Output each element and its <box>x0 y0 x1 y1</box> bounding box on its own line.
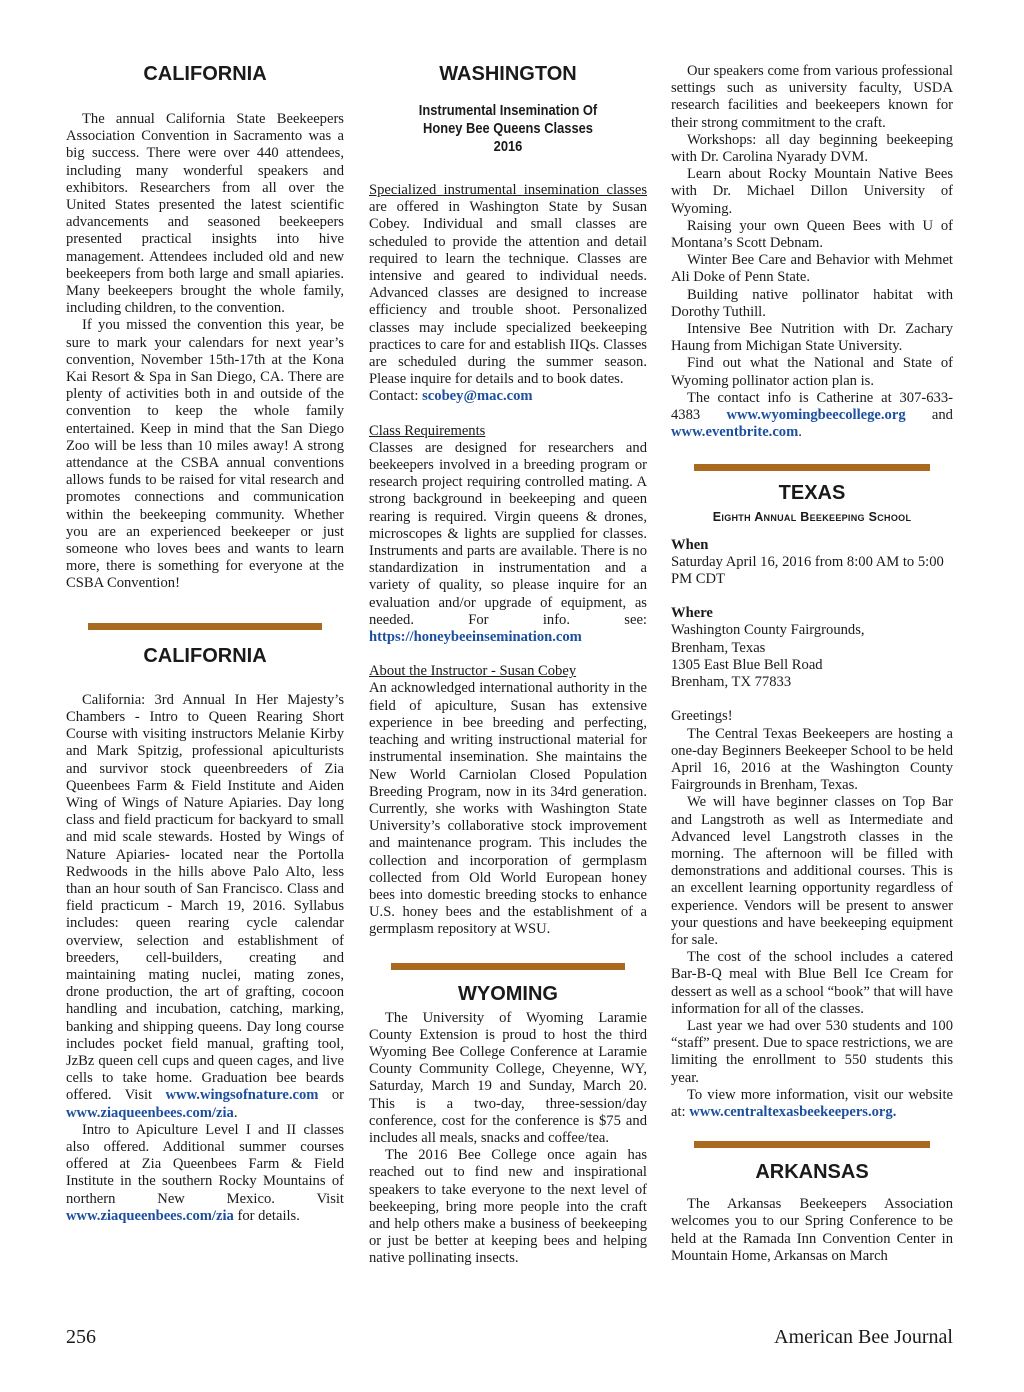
apiculture-classes-paragraph: Intro to Apiculture Level I and II classes also offered. Additional summer courses offered at Zia Queenbees Farm & Field Institute in the southern Rocky Mountains of northern New Mexico. Visit www.ziaqueenbees.com/zia for details. <box>66 1121 344 1224</box>
california-next-year-paragraph: If you missed the convention this year, be sure to mark your calendars for next year’s convention, November 15th-17th at the Kona Kai Resort & Spa in San Diego, CA. There are plenty of activities both in and outside of the convention to keep the whole family entertained. Keep in mind that the San Diego Zoo will be less than 10 miles away! A strong attendance at the CSBA annual conventions allows funds to be raised for vital research and promotes connections and communication within the beekeeping community. Whether you are an experienced beekeeper or just someone who loves bees and wants to learn more, there is something for everyone at the CSBA Convention! <box>66 317 344 592</box>
when-label: When <box>671 536 709 553</box>
wyoming-contact-paragraph: The contact info is Catherine at 307-633-4383 www.wyomingbeecollege.org and www.eventbrite.com. <box>671 389 953 441</box>
california-heading: CALIFORNIA <box>143 63 267 85</box>
washington-heading: WASHINGTON <box>439 63 577 85</box>
wyoming-intro-paragraph: The University of Wyoming Laramie County Extension is proud to host the third Wyoming Bee College Conference at Laramie County Community College, Cheyenne, WY, Saturday, March 19 and Sunday, March 20. This is a two-day, three-session/day conference, cost for the conference is $75 and includes all meals, snacks and coffee/tea. <box>369 1009 647 1146</box>
eventbrite-link[interactable]: www.eventbrite.com <box>671 424 799 441</box>
class-requirements-paragraph: Classes are designed for researchers and beekeepers involved in a breeding program or research project requiring controlled mating. A strong background in beekeeping and queen rearing is required. Virgin queens & drones, microscopes & lights are supplied for classes. Instruments and parts are available. There is no standardization in instrumentation and a variety of quality, so please inquire for an evaluation and/or upgrade of equipment, as needed. For info. see: https://honeybeeinsemination.com <box>369 439 647 646</box>
when-text: Saturday April 16, 2016 from 8:00 AM to 5:00 PM CDT <box>671 553 944 588</box>
about-instructor-title: About the Instructor - Susan Cobey <box>369 663 577 680</box>
contact-email-link[interactable]: scobey@mac.com <box>422 388 533 405</box>
wyoming-workshop-7: Find out what the National and State of Wyoming pollinator action plan is. <box>671 355 953 389</box>
texas-cost-paragraph: The cost of the school includes a catered Bar-B-Q meal with Blue Bell Ice Cream for dessert as well as a school “book” that will have information for all of the classes. <box>671 949 953 1017</box>
about-instructor-paragraph: An acknowledged international authority in the field of apiculture, Susan has extensive experience in bee breeding and perfecting, teaching and writing instructional material for instrumental insemination. She maintains the New World Carniolan Closed Population Breeding Program, now in its 34rd generation. Currently, she works with Washington State University’s collaborative stock improvement and maintenance program. This includes the collection and incorporation of germplasm collected from Old World European honey bees into domestic breeding stocks to enhance U.S. honey bees and the establishment of a germplasm repository at WSU. <box>369 680 647 938</box>
journal-name: American Bee Journal <box>774 1326 953 1348</box>
class-requirements-title: Class Requirements <box>369 422 486 439</box>
centraltexasbeekeepers-link[interactable]: www.centraltexasbeekeepers.org. <box>689 1103 897 1120</box>
texas-greeting: Greetings! <box>671 708 733 725</box>
washington-subheading: Instrumental Insemination Of Honey Bee Queens Classes 2016 <box>418 102 598 155</box>
wyoming-workshop-1: Workshops: all day beginning beekeeping with Dr. Carolina Nyarady DVM. <box>671 131 953 166</box>
wingsofnature-link[interactable]: www.wingsofnature.com <box>165 1087 319 1104</box>
where-label: Where <box>671 605 713 622</box>
column-3 <box>671 63 953 1265</box>
column-2 <box>369 62 647 1268</box>
texas-enrollment-paragraph: Last year we had over 530 students and 100 “staff” present. Due to space restrictions, we are limiting the enrollment to 550 students this year. <box>671 1017 953 1086</box>
ziaqueenbees-link-2[interactable]: www.ziaqueenbees.com/zia <box>66 1207 234 1224</box>
queen-rearing-course-paragraph: California: 3rd Annual In Her Majesty’s Chambers - Intro to Queen Rearing Short Course with visiting instructors Melanie Kirby and Mark Spitzig, professional apiculturists and survivor stock queenbreeders of Zia Queenbees Farm & Field Institute and Aiden Wing of Wings of Nature Apiaries. Day long class and field practicum for backyard to small and mid scale stewards. Hosted by Wings of Nature Apiaries- located near the Portolla Redwoods in the hills above Palo Alto, less than an hour south of San Francisco. Class and field practicum - March 19, 2016. Syllabus includes: queen rearing cycle calendar overview, selection and establishment of breeders, cell-builders, creating and maintaining mating nuclei, mating zones, drone production, the art of grafting, cocoon handling and incubation, catching, marking, banking and shipping queens. Day long course includes pocket field manual, grafting tool, JzBz queen cell cups and queen cages, and live cells to take home. Graduation bee beards offered. Visit www.wingsofnature.com or www.ziaqueenbees.com/zia. <box>66 691 345 1121</box>
wyoming-workshop-3: Raising your own Queen Bees with U of Montana’s Scott Debnam. <box>671 217 953 252</box>
page-number: 256 <box>66 1326 96 1348</box>
where-line: Brenham, TX 77833 <box>671 674 792 691</box>
wyoming-bee-college-paragraph: The 2016 Bee College once again has reached out to find new and inspirational speakers to take everyone to the next level of beekeeping, bring more people into the craft and help others make a business of beekeeping or just be better at keeping bees and helping native pollinating insects. <box>369 1147 647 1267</box>
wyoming-workshop-6: Intensive Bee Nutrition with Dr. Zachary Haung from Michigan State University. <box>671 321 953 355</box>
wyoming-workshop-2: Learn about Rocky Mountain Native Bees with Dr. Michael Dillon University of Wyoming. <box>671 166 953 217</box>
texas-school-paragraph: The Central Texas Beekeepers are hosting a one-day Beginners Beekeeper School to be held April 16, 2016 at the Washington County Fairgrounds in Brenham, Texas. <box>671 725 953 794</box>
wyoming-speakers-paragraph: Our speakers come from various professional settings such as university faculty, USDA research facilities and beekeepers known for their strong commitment to the craft. <box>671 63 953 131</box>
california-convention-paragraph: The annual California State Beekeepers Association Convention in Sacramento was a big success. There were over 440 attendees, including many wonderful speakers and exhibitors. Researchers from all over the United States presented the latest scientific advancements and seasoned beekeepers presented practical insights into hive management. Attendees included old and new beekeepers from both large and small apiaries. Many beekeepers brought the whole family, including children, to the convention. <box>66 111 344 317</box>
column-1 <box>66 62 344 1225</box>
texas-subheading: Eighth Annual Beekeeping School <box>712 510 912 525</box>
wyoming-workshop-4: Winter Bee Care and Behavior with Mehmet Ali Doke of Penn State. <box>671 252 953 286</box>
texas-heading: TEXAS <box>778 482 846 505</box>
insemination-classes-paragraph: Specialized instrumental insemination classes are offered in Washington State by Susan Cobey. Individual and small classes are scheduled to provide the attention and detail required to learn the technique. Classes are intensive and geared to individual needs. Advanced classes are designed to increase efficiency and trouble shoot. Personalized classes may include specialized beekeeping practices to care for and establish IIQs. Classes are scheduled during the summer season. Please inquire for details and to book dates. <box>369 182 647 388</box>
honeybeeinsemination-link[interactable]: https://honeybeeinsemination.com <box>369 629 582 646</box>
wyoming-heading: WYOMING <box>458 982 558 1005</box>
section-divider <box>88 623 322 630</box>
wyomingbeecollege-link[interactable]: www.wyomingbeecollege.org <box>726 407 906 424</box>
arkansas-paragraph: The Arkansas Beekeepers Association welcomes you to our Spring Conference to be held at the Ramada Inn Convention Center in Mountain Home, Arkansas on March <box>671 1196 953 1264</box>
ziaqueenbees-link[interactable]: www.ziaqueenbees.com/zia <box>66 1104 234 1121</box>
where-line: 1305 East Blue Bell Road <box>671 656 823 673</box>
texas-website-paragraph: To view more information, visit our website at: www.centraltexasbeekeepers.org. <box>671 1086 953 1120</box>
where-line: Washington County Fairgrounds, <box>671 622 865 639</box>
section-divider <box>391 963 625 970</box>
wyoming-workshop-5: Building native pollinator habitat with Dorothy Tuthill. <box>671 286 953 320</box>
section-divider <box>694 464 930 471</box>
where-line: Brenham, Texas <box>671 639 766 656</box>
section-divider <box>694 1141 930 1148</box>
washington-contact: Contact: scobey@mac.com <box>369 388 533 405</box>
california-queen-rearing-heading: CALIFORNIA <box>143 644 267 667</box>
arkansas-heading: ARKANSAS <box>755 1161 869 1184</box>
texas-classes-paragraph: We will have beginner classes on Top Bar and Langstroth as well as Intermediate and Advanced level Langstroth classes in the morning. The afternoon will be filled with demonstrations and additional courses. This is an excellent learning opportunity regardless of experience. Vendors will be present to answer your questions and have beekeeping equipment for sale. <box>671 794 953 948</box>
